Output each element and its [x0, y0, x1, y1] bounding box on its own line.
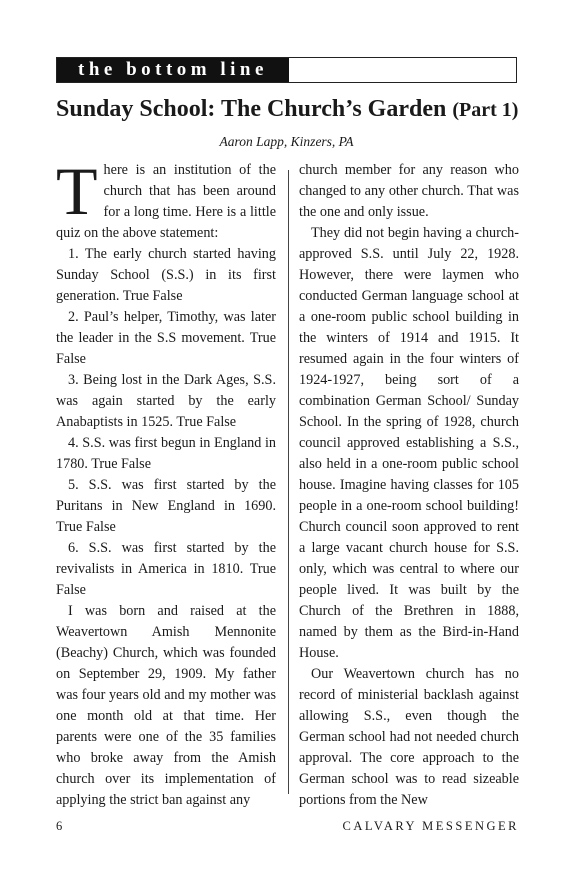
paragraph-text: here is an institution of the church that has been around for a long time. Here is a little quiz on the above statement:: [56, 162, 276, 241]
paragraph: [56, 153, 276, 244]
quiz-item: 5. S.S. was first started by the Puritans in New England in 1690. True False: [56, 477, 276, 535]
paragraph: Our Weavertown church has no record of ministerial backlash against allowing S.S., even though the German school had not needed church approval. The core approach to the German school was to read sizeable portions from the New: [299, 666, 519, 808]
article-title-main: Sunday School: The Church’s Garden: [56, 96, 447, 122]
article-title-part: (Part 1): [452, 99, 519, 121]
page-number: 6: [56, 819, 63, 833]
paragraph: church member for any reason who changed to any other church. That was the one and only issue.: [299, 162, 519, 220]
paragraph: I was born and raised at the Weavertown Amish Mennonite (Beachy) Church, which was founded on September 29, 1909. My father was four years old and my mother was one month old at that time. Her parents were one of the 35 families who broke away from the Amish church over its implementation of applying the strict ban against any: [56, 603, 276, 808]
running-footer: CALVARY MESSENGER: [342, 819, 519, 833]
section-label: the bottom line: [57, 58, 289, 82]
column-divider: [288, 170, 289, 794]
quiz-item: 3. Being lost in the Dark Ages, S.S. was again started by the early Anabaptists in 1525. True False: [56, 372, 276, 430]
quiz-item: 2. Paul’s helper, Timothy, was later the leader in the S.S movement. True False: [56, 309, 276, 367]
left-column: [56, 153, 276, 811]
section-banner: [56, 57, 517, 83]
quiz-item: 1. The early church started having Sunday School (S.S.) in its first generation. True False: [56, 246, 276, 304]
paragraph: They did not begin having a church-approved S.S. until July 22, 1928. However, there were laymen who conducted German language school at a one-room public school building in the winters of 1914 and 1915. It resumed again in the four winters of 1924-1927, being sort of a combination German School/ Sunday School. In the spring of 1928, church council approved establishing a S.S., also held in a one-room public school house. Imagine having classes for 105 people in a one-room school building! Church council soon approved to rent a large vacant church house for S.S. only, which was central to where our people lived. It was built by the Church of the Brethren in 1888, named by them as the Bird-in-Hand House.: [299, 225, 519, 661]
quiz-item: 4. S.S. was first begun in England in 1780. True False: [56, 435, 276, 472]
quiz-item: 6. S.S. was first started by the revivalists in America in 1810. True False: [56, 540, 276, 598]
article-byline: Aaron Lapp, Kinzers, PA: [219, 134, 354, 149]
right-column: [299, 160, 519, 811]
drop-cap: T: [56, 153, 98, 229]
article-title: [56, 96, 517, 123]
